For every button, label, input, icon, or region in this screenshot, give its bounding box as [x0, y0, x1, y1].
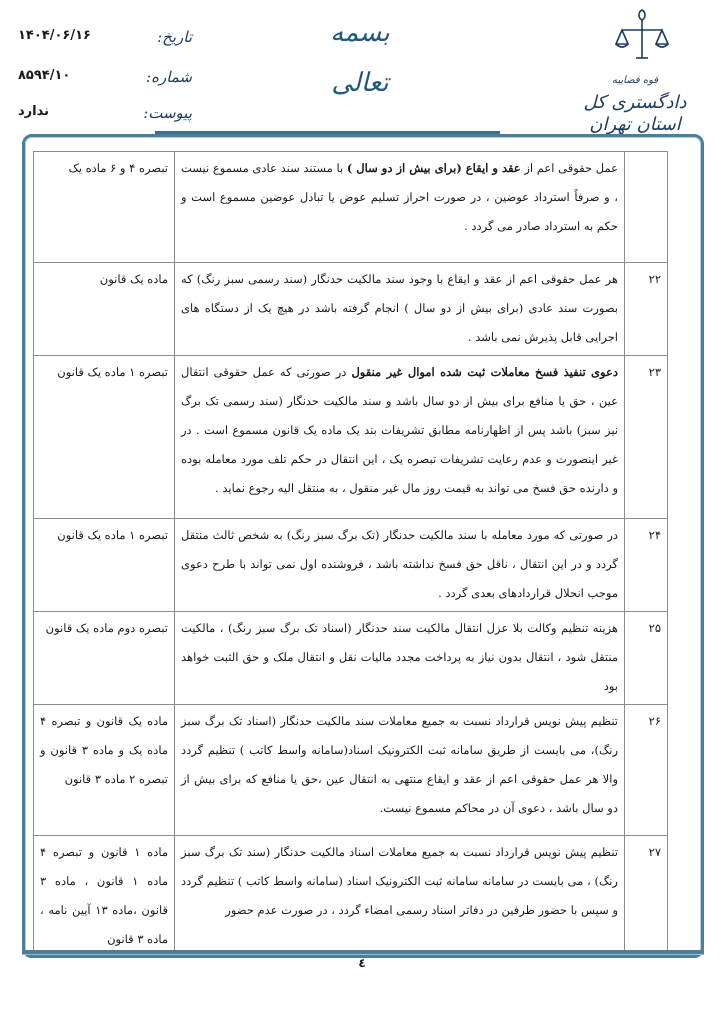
court-name	[560, 70, 710, 135]
number-value: ۸۵۹۴/۱۰	[18, 68, 71, 83]
text-segment: در صورتی که عمل حقوقی انتقال عین ، حق یا منافع برای بیش از دو سال باشد و سند مالکیت حدنگار (سند رسمی تک برگ نیز سبز) باشد پس از اظهارنامه مطابق تشریفات بند یک ماده یک قانون مسموع است . در غیر اینصورت و عدم رعایت تشریفات تبصره یک ، این انتقال در حکم تلف مورد معامله بوده و دارنده حق فسخ می تواند به قیمت روز مال غیر منقول ، به منتقل الیه رجوع نماید .	[181, 365, 618, 495]
judiciary-emblem-icon	[612, 6, 672, 66]
row-number: ۲۳	[625, 356, 668, 519]
row-text	[175, 263, 625, 356]
table-row	[34, 836, 668, 955]
text-segment: در صورتی که مورد معامله با سند مالکیت حدنگار (تک برگ سبز رنگ) به شخص ثالث منتقل گردد و در این انتقال ، ناقل حق فسخ نداشته باشد ، فروشنده اول نمی تواند با طرح دعوی موجب انحلال قراردادهای بعدی گردد .	[181, 528, 618, 600]
meta-attachment	[0, 104, 200, 130]
text-segment-bold: عقد و ایقاع (برای بیش از دو سال )	[346, 161, 521, 175]
row-number: ۲۷	[625, 836, 668, 955]
row-reference: تبصره ۱ ماده یک قانون	[34, 356, 175, 519]
row-text	[175, 612, 625, 705]
row-text	[175, 836, 625, 955]
table-row	[34, 152, 668, 263]
text-segment: تنظیم پیش نویس قرارداد نسبت به جمیع معاملات اسناد مالکیت حدنگار (سند تک برگ سبز رنگ) ، می بایست در سامانه سامانه ثبت الکترونیک اسناد (سامانه واسط کاتب ) تنظیم گردد و سپس با حضور طرفین در دفاتر اسناد رسمی امضاء گردد ، در صورت عدم حضور	[181, 845, 618, 917]
text-segment-bold: دعوی تنفیذ فسخ معاملات ثبت شده اموال غیر منقول	[351, 365, 618, 379]
row-text	[175, 705, 625, 836]
table-row	[34, 519, 668, 612]
row-reference: تبصره ۱ ماده یک قانون	[34, 519, 175, 612]
footer-divider	[22, 950, 704, 955]
judiciary-label: قوه قضاییه	[611, 75, 659, 86]
letterhead	[0, 0, 723, 140]
row-reference: تبصره ۴ و ۶ ماده یک	[34, 152, 175, 263]
text-segment: هزینه تنظیم وکالت بلا عزل انتقال مالکیت سند حدنگار (اسناد تک برگ سبز رنگ) ، مالکیت منتقل شود ، انتقال بدون نیاز به پرداخت مجدد مالیات نقل و انتقال ملک و حق الثبت خواهد بود	[181, 621, 618, 693]
row-reference: ماده یک قانون و تبصره ۴ ماده یک و ماده ۳ قانون و تبصره ۲ ماده ۳ قانون	[34, 705, 175, 836]
table-row	[34, 356, 668, 519]
table-row	[34, 263, 668, 356]
row-text	[175, 152, 625, 263]
meta-date	[0, 28, 200, 54]
table-row	[34, 612, 668, 705]
number-label: شماره:	[146, 68, 192, 86]
row-number	[625, 152, 668, 263]
text-segment: تنظیم پیش نویس قرارداد نسبت به جمیع معاملات سند مالکیت حدنگار (اسناد تک برگ سبز رنگ)، می بایست از طریق سامانه ثبت الکترونیک اسناد(سامانه واسط کاتب ) تنظیم گردد والا هر عمل حقوقی اعم از عقد و ایقاع منتهی به انتقال عین ،حق یا منافع که برای بیش از دو سال باشد ، دعوی آن در محاکم مسموع نیست.	[181, 714, 618, 815]
row-number: ۲۲	[625, 263, 668, 356]
attachment-value: ندارد	[18, 104, 50, 119]
row-number: ۲۶	[625, 705, 668, 836]
row-reference: تبصره دوم ماده یک قانون	[34, 612, 175, 705]
text-segment: با مستند سند عادی مسموع نیست ، و صرفاً استرداد عوضین ، در صورت احراز تسلیم عوض یا تبادل عوضین مسموع است و حکم به استرداد صادر می گردد .	[181, 161, 618, 233]
row-number: ۲۴	[625, 519, 668, 612]
basmala-calligraphy: بسمه تعالی	[330, 18, 390, 98]
row-reference: ماده ۱ قانون و تبصره ۴ ماده ۱ قانون ، ماده ۳ قانون ،ماده ۱۳ آیین نامه ، ماده ۳ قانون	[34, 836, 175, 955]
date-value: ۱۴۰۴/۰۶/۱۶	[18, 28, 91, 43]
row-text	[175, 519, 625, 612]
row-reference: ماده یک قانون	[34, 263, 175, 356]
attachment-label: پیوست:	[143, 104, 192, 122]
text-segment: عمل حقوقی اعم از	[520, 161, 618, 175]
text-segment: هر عمل حقوقی اعم از عقد و ایقاع با وجود سند مالکیت حدنگار (سند رسمی سبز رنگ) که بصورت سند عادی (برای بیش از دو سال ) انجام گرفته باشد در هیچ یک از دستگاه های اجرایی قابل پذیرش نمی باشد .	[181, 272, 618, 344]
table-row	[34, 705, 668, 836]
meta-number	[0, 68, 200, 94]
court-name-text: دادگستری کل استان تهران	[583, 92, 687, 135]
date-label: تاریخ:	[157, 28, 192, 46]
rules-table	[33, 151, 668, 955]
row-number: ۲۵	[625, 612, 668, 705]
page-number: ٤	[358, 956, 366, 970]
row-text	[175, 356, 625, 519]
